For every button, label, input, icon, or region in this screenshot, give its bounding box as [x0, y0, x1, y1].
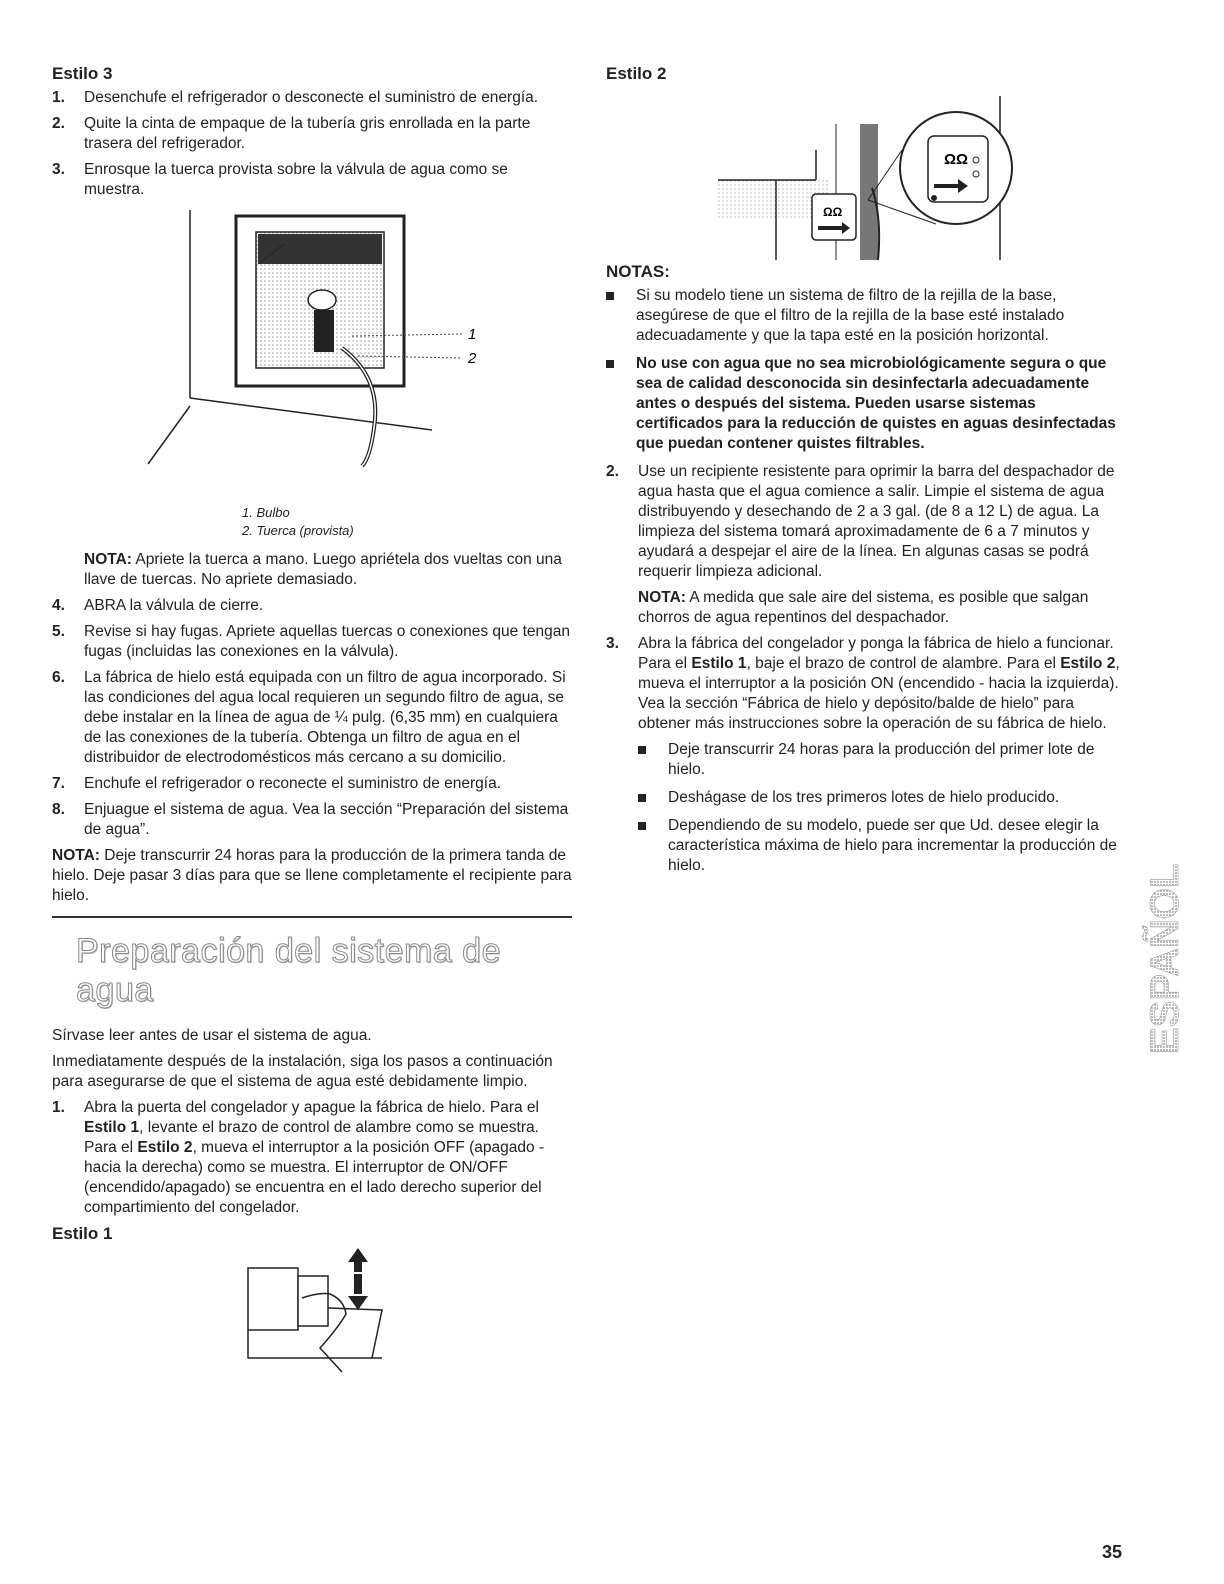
list-item: 1. Abra la puerta del congelador y apague la fábrica de hielo. Para el Estilo 1, levante el brazo de control de alambre como se muestra. Para el Estilo 2, mueva el interruptor a la posición OFF (apagado - hacia la derecha) como se muestra. El interruptor de ON/OFF (encendido/apagado) se encuentra en el lado derecho superior del compartimiento del congelador.: [52, 1099, 545, 1216]
style3-steps: [52, 88, 572, 200]
section-title: Preparación del sistema de agua: [76, 932, 502, 1009]
wire-arm-illustration: [52, 1248, 572, 1368]
list-item: No use con agua que no sea microbiológicamente segura o que sea de calidad desconocida sin desinfectarla adecuadamente antes o después del sistema. Pueden usarse sistemas certificados para la reducción de quistes en aguas desinfectadas que puedan contener quistes filtrables.: [606, 354, 1126, 454]
list-item: 7. Enchufe el refrigerador o reconecte el suministro de energía.: [52, 775, 502, 792]
style2-figure: [606, 88, 1126, 260]
bullet-square-icon: [638, 746, 646, 754]
ice-switch-illustration: [606, 88, 1126, 260]
style3-heading: Estilo 3: [52, 64, 113, 83]
section-divider: [52, 916, 572, 918]
callout-1: 1: [468, 326, 477, 343]
style1-figure: [52, 1248, 572, 1368]
caption-bulb: 1. Bulbo: [242, 505, 290, 520]
right-column: [606, 64, 1126, 884]
svg-text:ΩΩ: ΩΩ: [944, 151, 969, 168]
svg-text:ΩΩ: ΩΩ: [823, 205, 843, 219]
water-system-steps-cont: [606, 462, 1126, 582]
style1-heading: Estilo 1: [52, 1224, 113, 1243]
list-item: 8. Enjuague el sistema de agua. Vea la sección “Preparación del sistema de agua”.: [52, 801, 569, 838]
list-item: 2. Quite la cinta de empaque de la tubería gris enrollada en la parte trasera del refrigerador.: [52, 115, 531, 152]
notes-list: [606, 286, 1126, 454]
figure-captions: [242, 504, 572, 540]
ice-production-tips: [606, 740, 1126, 876]
list-item: 3. Enrosque la tuerca provista sobre la válvula de agua como se muestra.: [52, 161, 508, 198]
water-valve-illustration: [52, 208, 572, 508]
water-system-step-3: [606, 634, 1126, 734]
left-column: [52, 64, 572, 1368]
callout-2: 2: [468, 350, 477, 367]
style2-heading: Estilo 2: [606, 64, 667, 83]
notes-heading: NOTAS:: [606, 262, 670, 281]
bullet-square-icon: [638, 794, 646, 802]
list-item: 1. Desenchufe el refrigerador o desconecte el suministro de energía.: [52, 89, 539, 106]
note-air-bursts: NOTA: A medida que sale aire del sistema, es posible que salgan chorros de agua repentinos del despachador.: [638, 589, 1089, 626]
steps-continued: [52, 596, 572, 840]
list-item: 3. Abra la fábrica del congelador y ponga la fábrica de hielo a funcionar. Para el Estilo 1, baje el brazo de control de alambre. Para el Estilo 2, mueva el interruptor a la posición ON (encendido - hacia la izquierda). Vea la sección “Fábrica de hielo y depósito/balde de hielo” para obtener más instrucciones sobre la operación de su fábrica de hielo.: [606, 635, 1120, 732]
intro-instructions: Inmediatamente después de la instalación, siga los pasos a continuación para asegurarse de que el sistema de agua esté debidamente limpio.: [52, 1053, 553, 1090]
note-tighten: NOTA: Apriete la tuerca a mano. Luego apriétela dos vueltas con una llave de tuercas. No apriete demasiado.: [84, 551, 562, 588]
page-number: 35: [1102, 1542, 1123, 1562]
bullet-square-icon: [606, 360, 614, 368]
bullet-square-icon: [606, 292, 614, 300]
bullet-square-icon: [638, 822, 646, 830]
list-item: 4. ABRA la válvula de cierre.: [52, 597, 264, 614]
language-side-tab: [1143, 810, 1190, 1060]
side-tab-label: ESPAÑOL: [1143, 863, 1187, 1054]
water-system-steps: [52, 1098, 572, 1218]
list-item: Si su modelo tiene un sistema de filtro de la rejilla de la base, asegúrese de que el filtro de la rejilla de la base esté instalado adecuadamente y que la tapa esté en la posición horizontal.: [606, 286, 1126, 346]
note-first-ice: NOTA: Deje transcurrir 24 horas para la producción de la primera tanda de hielo. Deje pasar 3 días para que se llene completamente el recipiente para hielo.: [52, 847, 572, 904]
list-item: Dependiendo de su modelo, puede ser que Ud. desee elegir la característica máxima de hielo para incrementar la producción de hielo.: [606, 816, 1126, 876]
list-item: Deshágase de los tres primeros lotes de hielo producido.: [606, 788, 1126, 808]
list-item: Deje transcurrir 24 horas para la producción del primer lote de hielo.: [606, 740, 1126, 780]
caption-nut: 2. Tuerca (provista): [242, 523, 354, 538]
valve-figure: [52, 208, 572, 508]
list-item: 2. Use un recipiente resistente para oprimir la barra del despachador de agua hasta que el agua comience a salir. Limpie el sistema de agua distribuyendo y desechando de 2 a 3 gal. (de 8 a 12 L) de agua. La limpieza del sistema tomará aproximadamente de 6 a 7 minutos y ayudará a despejar el aire de la línea. En algunas casas se podrá requerir limpieza adicional.: [606, 463, 1115, 580]
list-item: 5. Revise si hay fugas. Apriete aquellas tuercas o conexiones que tengan fugas (incluidas las conexiones en la válvula).: [52, 623, 570, 660]
intro-read-first: Sírvase leer antes de usar el sistema de agua.: [52, 1027, 372, 1044]
list-item: 6. La fábrica de hielo está equipada con un filtro de agua incorporado. Si las condiciones del agua local requieren un segundo filtro de agua, se debe instalar en la línea de agua de ¼ pulg. (6,35 mm) en cualquiera de las conexiones de la tubería. Obtenga un filtro de agua en el distribuidor de electrodomésticos más cercano a su domicilio.: [52, 669, 566, 766]
